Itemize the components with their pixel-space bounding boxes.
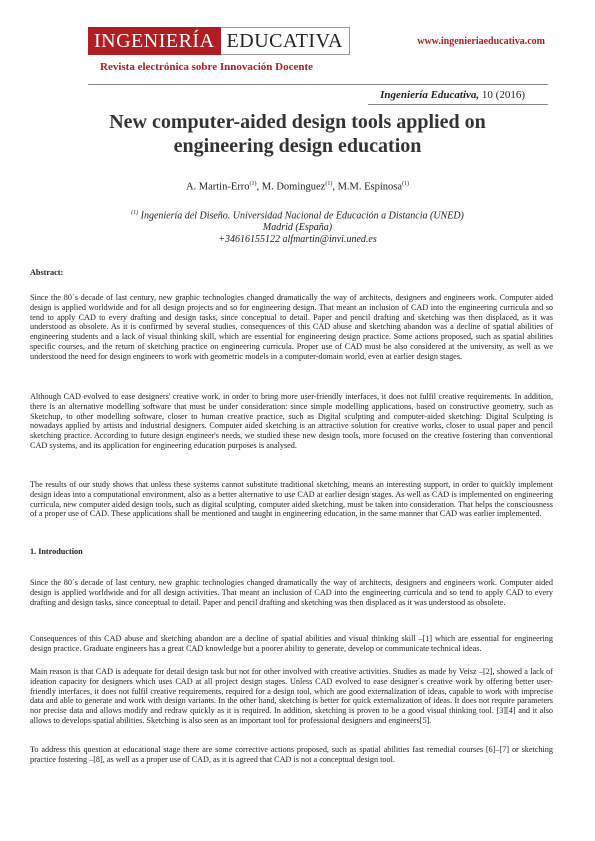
author-affil-mark: (1) (325, 181, 333, 187)
header-divider (88, 84, 548, 85)
abstract-paragraph: Although CAD evolved to ease designers' creative work, in order to bring more user-friendly interfaces, it does not fulfil creative requirements. In addition, there is an alternative modelling software that must be under consideration: since simple modelling applications, based on constructive geometry, such as Sketchup, to other modelling software, closer to human creative practice, such as Digital sculpting and computer-aided sketching: Digital Sculpting is nowadays applied by artists and industrial designers. Computer aided sketching is an attractive solution for creative works, closer to usual paper and pencil sketching practice. According to future design engineer's needs, we studied these new design tools, more focused on the creative fostering than conventional CAD systems, and its application for engineering education purposes is analysed. (30, 392, 553, 450)
author-name: M. Dominguez (261, 181, 326, 193)
journal-citation (380, 89, 525, 101)
affil-location: Madrid (España) (262, 222, 333, 234)
abstract-paragraph: The results of our study shows that unless these systems cannot substitute traditional sketching, means an interesting support, in order to quickly implement design ideas into a computational environment, also as a better alternative to use CAD at earlier design stages. As well as CAD is implemented on engineering curricula, new computer aided design tools, such as digital sculpting, computer aided sketching, must be taken into consideration. That helps the consciousness of a proper use of CAD. These applications shall be mentioned and taught in engineering education, in the same manner that CAD was earlier implemented. (30, 480, 553, 519)
author-affil-mark: (1) (249, 181, 257, 187)
affiliation (60, 207, 535, 246)
citation-divider (368, 104, 548, 105)
journal-issue: 10 (2016) (481, 89, 525, 101)
body-paragraph: Main reason is that CAD is adequate for detail design task but not for other involved with creative activities. Studies as made by Veisz –[2], showed a lack of ideation capacity for designers which uses CAD at all project design stages. Unless CAD evolved to ease designer´s creative work by offering better user-friendly interfaces, it does not fulfil creative requirements, required for a design tool, which are good externalization of ideas, capable to work with imprecise data and able to generate and work with design variants. In the other hand, sketching is better for quick externalization of ideas. It does not require parameters nor precise data and allows modify and redraw quickly as it is required. In addition, sketching is proven to be a good visual thinking tool. [3][4] and it also allows to develops spatial abilities. Sketching is also seen as an important tool for professional designers and engineers[5]. (30, 667, 553, 725)
section-heading: 1. Introduction (30, 547, 83, 556)
author-separator: , (256, 181, 262, 193)
body-paragraph: Since the 80´s decade of last century, new graphic technologies changed dramatically the way of architects, designers and engineers work. Computer aided design is applied worldwide and for all design activities. That meant an inclusion of CAD into the engineering curricula and so tend to apply CAD to every drafting and design tasks, since conceptual to detail. Paper and pencil drafting and sketching was then displaced as it was understood as obsolete. (30, 578, 553, 607)
journal-subtitle: Revista electrónica sobre Innovación Docente (100, 61, 314, 73)
author-name: A. Martin-Erro (185, 181, 250, 193)
author-separator: , (332, 181, 338, 193)
journal-logo (88, 27, 350, 55)
body-paragraph: To address this question at educational stage there are some corrective actions proposed, such as spatial abilities fast remedial courses [6]–[7] or sketching practice fostering –[8], as well as a proper use of CAD, as it is agreed that CAD is not a conceptual design tool. (30, 745, 553, 764)
author-name: M.M. Espinosa (337, 181, 403, 193)
affil-contact: +34616155122 alfmartin@invi.uned.es (218, 234, 377, 246)
abstract-paragraph: Since the 80´s decade of last century, new graphic technologies changed dramatically the way of architects, designers and engineers work. Computer aided design is applied worldwide and for all design projects and so for engineering design. That meant an inclusion of CAD into the engineering curricula and so tend to apply CAD to every drafting and design tasks, since conceptual to detail. Paper and pencil drafting and sketching was then displaced, as it was understood as obsolete. As it is confirmed by several studies, consequences of this CAD abuse and sketching abandon was a decline of spatial abilities of engineering students and a lack of visual thinking skill, which are essential for engineering design practice. Some actions proposed, such as spatial abilities specific courses, and the return of sketching practice on engineering curricula. Proper use of CAD must be also considered at the university, as well as we understood the need for design engineers to work with geometric models in a computer-domain world, even at earlier design stages. (30, 293, 553, 361)
affil-mark: (1) (131, 210, 139, 216)
logo-left-text: INGENIERÍA (88, 27, 221, 55)
paper-title: New computer-aided design tools applied on engineering design education (109, 111, 486, 157)
body-paragraph: Consequences of this CAD abuse and sketching abandon are a decline of spatial abilities and visual thinking skill –[1] which are essential for engineering design practice. Graduate engineers has a great CAD knowledge but a poorer ability to generate, develop or communicate technical ideas. (30, 634, 553, 653)
author-list (60, 181, 535, 193)
journal-name: Ingeniería Educativa, (380, 89, 480, 101)
journal-url[interactable]: www.ingenieriaeducativa.com (417, 36, 545, 47)
abstract-heading: Abstract: (30, 268, 64, 277)
author-affil-mark: (1) (402, 181, 410, 187)
logo-right-text: EDUCATIVA (221, 27, 350, 55)
affil-institution: Ingeniería del Diseño. Universidad Nacional de Educación a Distancia (UNED) (138, 210, 464, 222)
